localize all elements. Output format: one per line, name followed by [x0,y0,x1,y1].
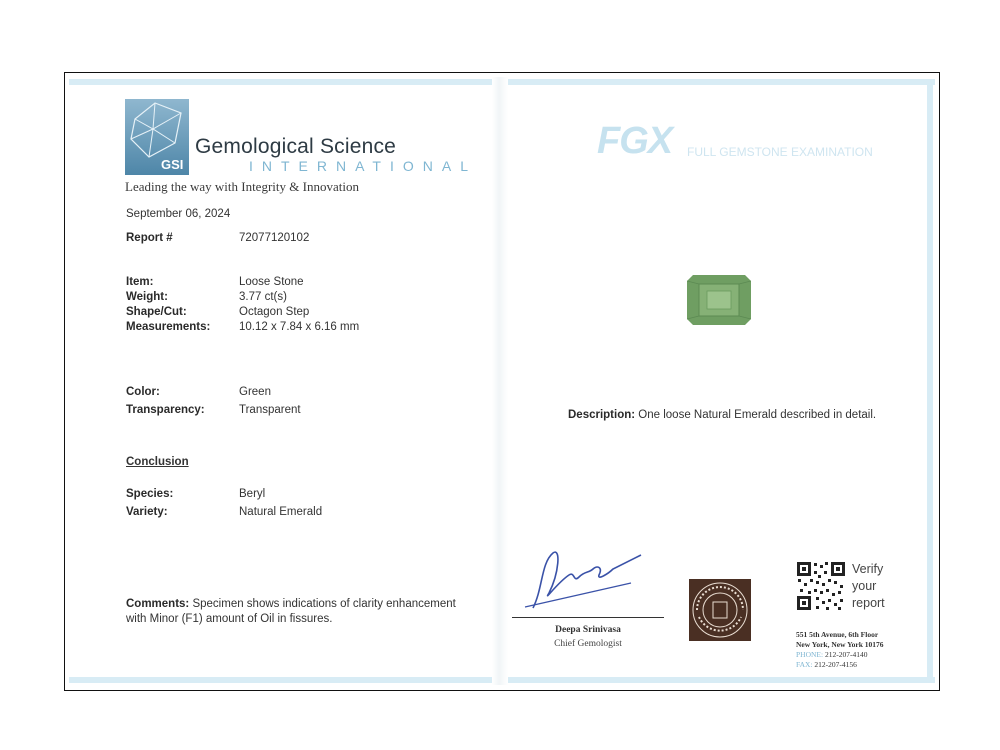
address-line-2: New York, New York 10176 [796,640,884,649]
frame-right [927,79,933,683]
description-text: One loose Natural Emerald described in detail. [638,409,877,421]
description-label: Description: [568,409,636,421]
shape-label: Shape/Cut: [126,306,187,318]
conclusion-heading: Conclusion [126,456,189,468]
measurements-label: Measurements: [126,321,211,333]
signature-scribble [513,543,653,613]
brand-name: Gemological Science [195,135,397,158]
report-number-label: Report # [126,232,173,244]
comments [126,597,466,627]
brand-subtitle: INTERNATIONAL [249,158,477,174]
verify-report-link[interactable] [852,561,912,612]
fax-label: FAX: [796,660,813,669]
emerald-stone-image [687,275,751,325]
report-number: 72077120102 [239,232,310,244]
fgx-subtitle: FULL GEMSTONE EXAMINATION [687,145,873,159]
signatory-title: Chief Gemologist [554,639,622,649]
transparency-label: Transparency: [126,404,205,416]
measurements-value: 10.12 x 7.84 x 6.16 mm [239,321,360,333]
gsi-logo [125,99,477,194]
verify-line-2: your [852,579,877,593]
color-value: Green [239,386,271,398]
fgx-logo: FGX [597,120,673,162]
brand-tagline: Leading the way with Integrity & Innovation [125,179,359,194]
description [568,409,876,421]
weight-label: Weight: [126,291,168,303]
color-label: Color: [126,386,160,398]
weight-value: 3.77 ct(s) [239,291,287,303]
verify-line-3: report [852,596,885,610]
logo-badge-text: GSI [161,157,184,172]
transparency-value: Transparent [239,404,301,416]
seal-emblem-icon [689,579,751,641]
certificate [64,72,940,691]
fax-number: 212-207-4156 [814,660,857,669]
logo-emblem [125,99,189,175]
species-label: Species: [126,488,174,500]
variety-value: Natural Emerald [239,506,323,518]
comments-text: Specimen shows indications of clarity enhancement with Minor (F1) amount of Oil in fissures. [126,598,456,625]
comments-label: Comments: [126,598,190,610]
page-fold [492,77,508,685]
diamond-outline-icon [125,99,189,175]
signature-line [512,617,664,618]
variety-label: Variety: [126,506,168,518]
report-date: September 06, 2024 [126,208,231,220]
gsi-seal-stamp [689,579,751,641]
phone-label: PHONE: [796,650,824,659]
item-value: Loose Stone [239,276,304,288]
species-value: Beryl [239,488,266,500]
address-line-1: 551 5th Avenue, 6th Floor [796,630,879,639]
lab-address [796,630,884,670]
verify-line-1: Verify [852,562,884,576]
shape-value: Octagon Step [239,306,310,318]
signatory-name: Deepa Srinivasa [555,625,621,635]
verify-qr-code[interactable] [796,561,846,611]
phone-number: 212-207-4140 [824,650,868,659]
item-label: Item: [126,276,154,288]
